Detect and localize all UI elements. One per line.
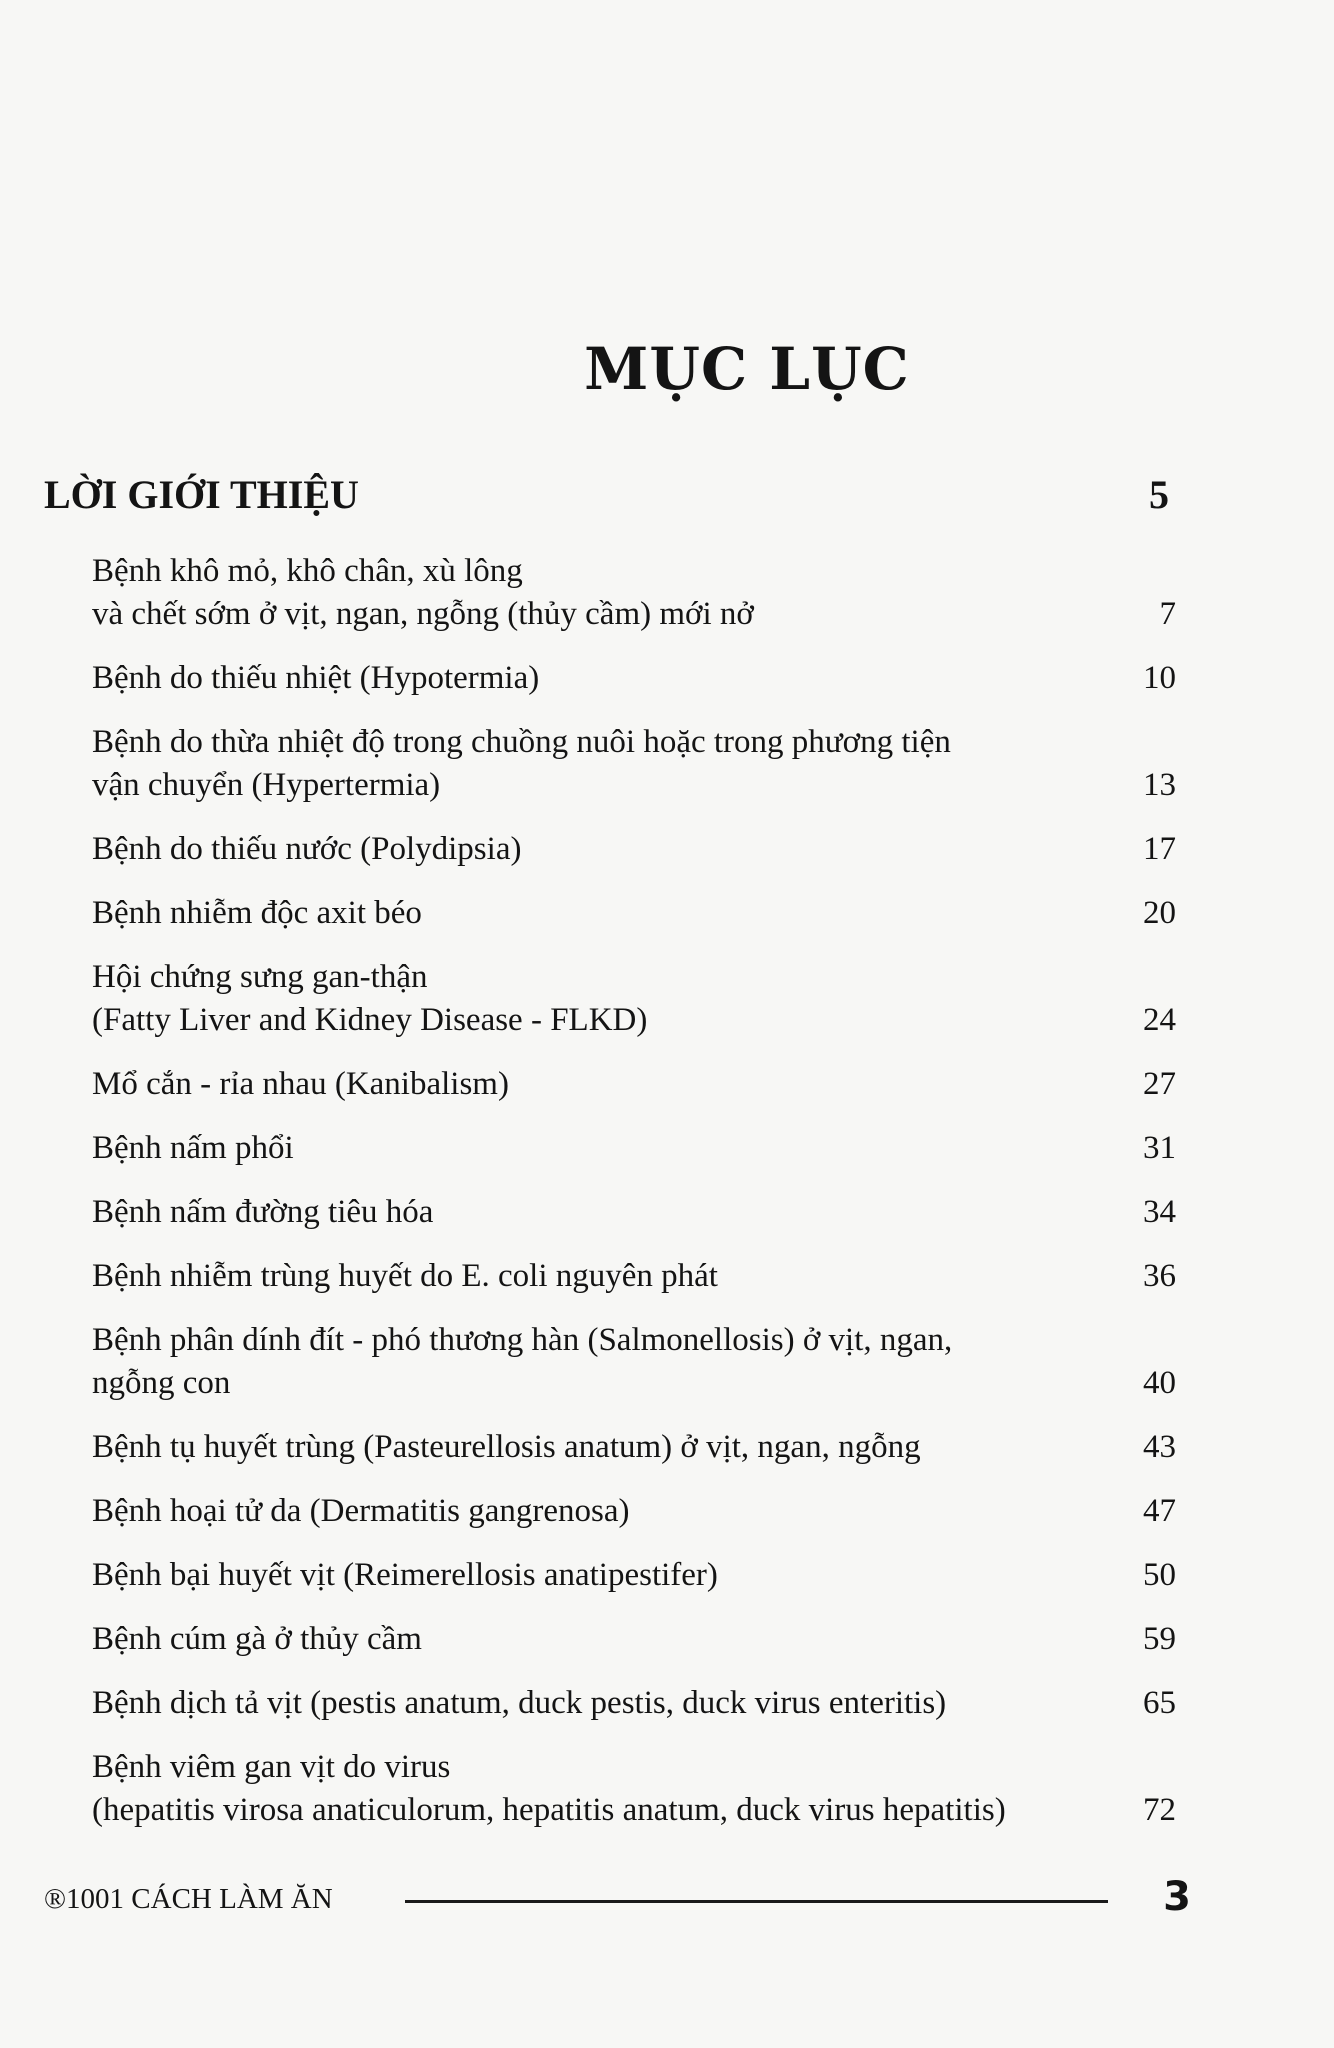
section-page-number: 5 xyxy=(1149,472,1169,517)
toc-entry-line: Bệnh do thừa nhiệt độ trong chuồng nuôi hoặc trong phương tiện xyxy=(92,724,951,760)
toc-entry-title xyxy=(92,1127,294,1170)
toc-entry-page: 7 xyxy=(1159,596,1176,632)
toc-entry-title xyxy=(92,550,754,636)
toc-entry-page: 31 xyxy=(1143,1130,1176,1166)
toc-entry-line: Bệnh nhiễm độc axit béo xyxy=(92,895,422,931)
toc-entry-line: Bệnh nấm phổi xyxy=(92,1130,294,1166)
toc-entry[interactable] xyxy=(92,1319,1176,1405)
toc-entry-page: 59 xyxy=(1143,1621,1176,1657)
toc-entry-page: 43 xyxy=(1143,1429,1176,1465)
toc-entry-page: 17 xyxy=(1143,831,1176,867)
toc-entry[interactable] xyxy=(92,657,1176,700)
toc-entry-page: 50 xyxy=(1143,1557,1176,1593)
toc-entry[interactable] xyxy=(92,1127,1176,1170)
toc-entry-line: Bệnh viêm gan vịt do virus xyxy=(92,1749,451,1785)
toc-entry-page: 47 xyxy=(1143,1493,1176,1529)
toc-entry[interactable] xyxy=(92,1255,1176,1298)
page-title: MỤC LỤC xyxy=(584,335,910,403)
toc-entry[interactable] xyxy=(92,892,1176,935)
toc-entry[interactable] xyxy=(92,1063,1176,1106)
toc-entry-line: Bệnh hoại tử da (Dermatitis gangrenosa) xyxy=(92,1493,630,1529)
toc-entry-line: Bệnh nhiễm trùng huyết do E. coli nguyên phát xyxy=(92,1258,718,1294)
toc-entry-page: 27 xyxy=(1143,1066,1176,1102)
toc-entry-line: Bệnh phân dính đít - phó thương hàn (Salmonellosis) ở vịt, ngan, xyxy=(92,1322,953,1358)
toc-entry-title xyxy=(92,892,422,935)
toc-entry-line: và chết sớm ở vịt, ngan, ngỗng (thủy cầm) mới nở xyxy=(92,596,754,632)
toc-entry-line: ngỗng con xyxy=(92,1365,231,1401)
toc-entry-title xyxy=(92,657,539,700)
toc-entry-title xyxy=(92,721,951,807)
toc-entry[interactable] xyxy=(92,550,1176,636)
toc-entry-line: Bệnh tụ huyết trùng (Pasteurellosis anatum) ở vịt, ngan, ngỗng xyxy=(92,1429,921,1465)
toc-entry-title xyxy=(92,1746,1006,1832)
toc-entry-title xyxy=(92,828,521,871)
toc-entry-line: Hội chứng sưng gan-thận xyxy=(92,959,428,995)
toc-entry-line: Bệnh do thiếu nhiệt (Hypotermia) xyxy=(92,660,540,696)
toc-entry-page: 36 xyxy=(1143,1258,1176,1294)
toc-entry[interactable] xyxy=(92,1682,1176,1725)
table-of-contents xyxy=(92,550,1176,1853)
toc-entry-title xyxy=(92,1426,921,1469)
section-label: LỜI GIỚI THIỆU xyxy=(44,472,359,517)
toc-entry-title xyxy=(92,1319,952,1405)
toc-entry-line: Bệnh khô mỏ, khô chân, xù lông xyxy=(92,553,523,589)
toc-entry[interactable] xyxy=(92,1191,1176,1234)
toc-entry-line: Bệnh nấm đường tiêu hóa xyxy=(92,1194,434,1230)
toc-entry-line: vận chuyển (Hypertermia) xyxy=(92,767,441,803)
toc-entry-line: Bệnh dịch tả vịt (pestis anatum, duck pestis, duck virus enteritis) xyxy=(92,1685,947,1721)
toc-entry-title xyxy=(92,1618,422,1661)
toc-entry[interactable] xyxy=(92,1746,1176,1832)
toc-entry[interactable] xyxy=(92,828,1176,871)
toc-entry-title xyxy=(92,1063,509,1106)
toc-entry-title xyxy=(92,1554,718,1597)
toc-entry-page: 40 xyxy=(1143,1365,1176,1401)
toc-entry-page: 65 xyxy=(1143,1685,1176,1721)
toc-entry[interactable] xyxy=(92,956,1176,1042)
toc-entry-title xyxy=(92,1682,946,1725)
toc-entry-page: 24 xyxy=(1143,1002,1176,1038)
toc-entry-line: Bệnh cúm gà ở thủy cầm xyxy=(92,1621,422,1657)
footer-page-number: 3 xyxy=(1163,1874,1191,1920)
footer-publisher: ®1001 CÁCH LÀM ĂN xyxy=(44,1883,333,1915)
toc-entry-line: (Fatty Liver and Kidney Disease - FLKD) xyxy=(92,1002,648,1038)
toc-section-heading xyxy=(44,472,1169,517)
toc-entry[interactable] xyxy=(92,1490,1176,1533)
toc-entry-title xyxy=(92,1191,433,1234)
toc-entry-title xyxy=(92,956,647,1042)
footer-divider xyxy=(405,1900,1108,1903)
toc-entry[interactable] xyxy=(92,1554,1176,1597)
toc-entry[interactable] xyxy=(92,721,1176,807)
toc-entry-page: 13 xyxy=(1143,767,1176,803)
toc-entry[interactable] xyxy=(92,1426,1176,1469)
toc-entry-line: Bệnh do thiếu nước (Polydipsia) xyxy=(92,831,522,867)
toc-entry-page: 34 xyxy=(1143,1194,1176,1230)
toc-entry-page: 10 xyxy=(1143,660,1176,696)
toc-entry-title xyxy=(92,1255,718,1298)
toc-entry-line: Mổ cắn - rỉa nhau (Kanibalism) xyxy=(92,1066,509,1102)
toc-entry-title xyxy=(92,1490,629,1533)
toc-entry-line: (hepatitis virosa anaticulorum, hepatitis anatum, duck virus hepatitis) xyxy=(92,1792,1006,1828)
toc-entry[interactable] xyxy=(92,1618,1176,1661)
toc-entry-page: 72 xyxy=(1143,1792,1176,1828)
toc-entry-page: 20 xyxy=(1143,895,1176,931)
toc-entry-line: Bệnh bại huyết vịt (Reimerellosis anatipestifer) xyxy=(92,1557,718,1593)
page-footer xyxy=(0,1875,1334,1925)
